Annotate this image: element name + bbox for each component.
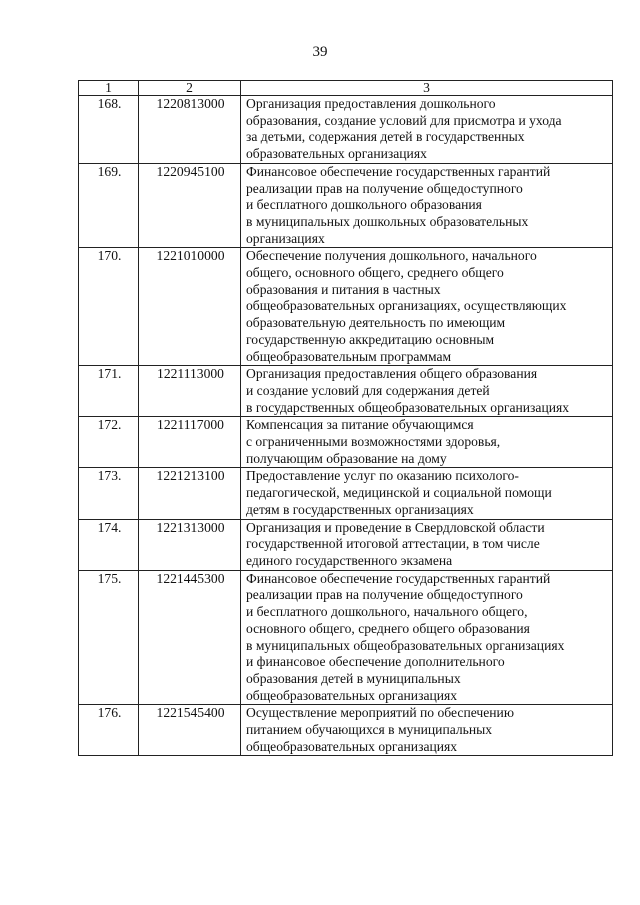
row-number: 171. [79, 366, 139, 417]
description-line: за детьми, содержания детей в государственных [246, 129, 525, 145]
row-number: 176. [79, 705, 139, 756]
description-line: питанием обучающихся в муниципальных [246, 722, 493, 738]
description-line: и финансовое обеспечение дополнительного [246, 654, 505, 670]
row-number: 174. [79, 519, 139, 570]
row-code: 1220945100 [139, 163, 241, 248]
description-line: реализации прав на получение общедоступного [246, 587, 523, 603]
description-line: Осуществление мероприятий по обеспечению [246, 705, 514, 721]
row-number: 169. [79, 163, 139, 248]
row-description [241, 570, 613, 705]
description-line: в государственных общеобразовательных организациях [246, 399, 570, 415]
description-line: в муниципальных общеобразовательных организациях [246, 637, 565, 653]
row-description [241, 468, 613, 519]
table-row [79, 163, 613, 248]
description-line: образования, создание условий для присмотра и ухода [246, 112, 562, 128]
row-description [241, 163, 613, 248]
description-line: Финансовое обеспечение государственных гарантий [246, 163, 551, 179]
table-row [79, 248, 613, 366]
description-line: и бесплатного дошкольного, начального общего, [246, 604, 528, 620]
table-row [79, 519, 613, 570]
budget-code-table [78, 80, 613, 756]
description-line: в муниципальных дошкольных образовательных [246, 213, 529, 229]
description-line: организациях [246, 230, 325, 246]
row-description [241, 519, 613, 570]
row-number: 173. [79, 468, 139, 519]
table-row [79, 468, 613, 519]
table-row [79, 417, 613, 468]
description-line: реализации прав на получение общедоступного [246, 180, 523, 196]
description-line: Финансовое обеспечение государственных гарантий [246, 570, 551, 586]
row-description [241, 366, 613, 417]
description-line: основного общего, среднего общего образования [246, 620, 530, 636]
description-line: общеобразовательных организациях, осуществляющих [246, 298, 567, 314]
table-row [79, 96, 613, 164]
description-line: Организация предоставления дошкольного [246, 96, 496, 111]
description-line: и создание условий для содержания детей [246, 382, 490, 398]
table-row [79, 366, 613, 417]
row-code: 1221010000 [139, 248, 241, 366]
description-line: государственную аккредитацию основным [246, 331, 495, 347]
row-description [241, 96, 613, 164]
description-line: образования и питания в частных [246, 281, 441, 297]
description-line: с ограниченными возможностями здоровья, [246, 434, 501, 450]
table-header-row [79, 81, 613, 96]
row-code: 1221113000 [139, 366, 241, 417]
description-line: Предоставление услуг по оказанию психолого- [246, 468, 519, 484]
row-code: 1220813000 [139, 96, 241, 164]
description-line: общего, основного общего, среднего общего [246, 265, 504, 281]
row-code: 1221313000 [139, 519, 241, 570]
row-code: 1221445300 [139, 570, 241, 705]
row-number: 170. [79, 248, 139, 366]
description-line: Организация и проведение в Свердловской области [246, 519, 545, 535]
description-line: и бесплатного дошкольного образования [246, 197, 482, 213]
description-line: Организация предоставления общего образования [246, 366, 538, 382]
table-row [79, 570, 613, 705]
description-line: единого государственного экзамена [246, 552, 453, 568]
description-line: Обеспечение получения дошкольного, начального [246, 248, 537, 264]
row-description [241, 417, 613, 468]
description-line: общеобразовательных организациях [246, 687, 458, 703]
row-code: 1221213100 [139, 468, 241, 519]
table-row [79, 705, 613, 756]
description-line: образования детей в муниципальных [246, 670, 461, 686]
description-line: общеобразовательным программам [246, 348, 452, 364]
column-header-code: 2 [139, 81, 241, 96]
description-line: образовательных организациях [246, 146, 427, 162]
description-line: образовательную деятельность по имеющим [246, 315, 506, 331]
description-line: получающим образование на дому [246, 450, 447, 466]
row-description [241, 248, 613, 366]
row-code: 1221117000 [139, 417, 241, 468]
row-code: 1221545400 [139, 705, 241, 756]
description-line: детям в государственных организациях [246, 501, 474, 517]
row-description [241, 705, 613, 756]
row-number: 168. [79, 96, 139, 164]
description-line: общеобразовательных организациях [246, 738, 458, 754]
description-line: Компенсация за питание обучающимся [246, 417, 474, 433]
page-number: 39 [312, 44, 328, 60]
row-number: 175. [79, 570, 139, 705]
column-header-number: 1 [79, 81, 139, 96]
row-number: 172. [79, 417, 139, 468]
column-header-description: 3 [241, 81, 613, 96]
description-line: государственной итоговой аттестации, в том числе [246, 536, 540, 552]
description-line: педагогической, медицинской и социальной помощи [246, 485, 552, 501]
